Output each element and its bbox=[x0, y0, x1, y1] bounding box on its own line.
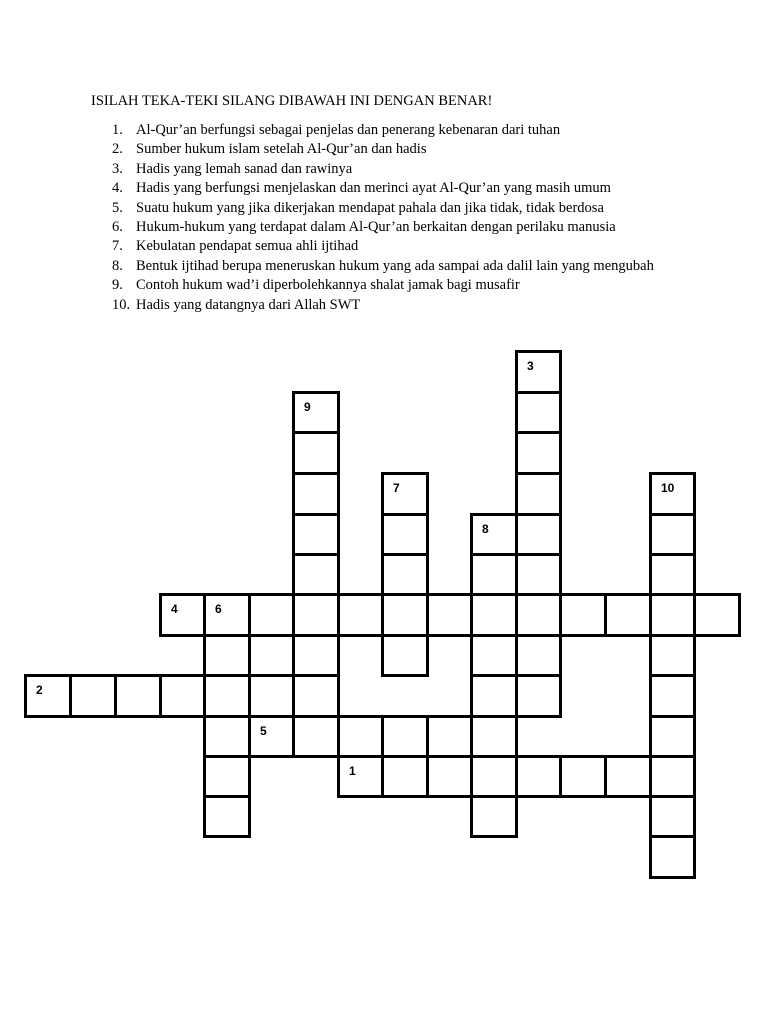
crossword-cell[interactable] bbox=[203, 795, 251, 838]
crossword-cell[interactable] bbox=[693, 593, 741, 637]
crossword-cell[interactable] bbox=[381, 755, 429, 798]
worksheet-title: ISILAH TEKA-TEKI SILANG DIBAWAH INI DENGAN BENAR! bbox=[91, 93, 493, 109]
crossword-cell-7[interactable] bbox=[381, 472, 429, 516]
clue-number: 6. bbox=[112, 218, 123, 235]
clue-text: Kebulatan pendapat semua ahli ijtihad bbox=[136, 238, 359, 255]
crossword-cell-5[interactable] bbox=[248, 715, 295, 758]
clue-number-label: 10 bbox=[661, 481, 675, 495]
clue-number-label: 7 bbox=[393, 481, 400, 495]
crossword-cell[interactable] bbox=[649, 513, 696, 556]
crossword-cell[interactable] bbox=[515, 553, 562, 596]
crossword-cell[interactable] bbox=[337, 715, 384, 758]
crossword-cell[interactable] bbox=[292, 513, 340, 556]
crossword-cell[interactable] bbox=[203, 674, 251, 718]
clue-number-label: 5 bbox=[260, 724, 267, 738]
clue-text: Bentuk ijtihad berupa meneruskan hukum yang ada sampai ada dalil lain yang mengubah bbox=[136, 257, 654, 274]
crossword-cell[interactable] bbox=[426, 715, 473, 758]
crossword-cell[interactable] bbox=[381, 553, 429, 596]
crossword-cell[interactable] bbox=[203, 755, 251, 798]
crossword-cell[interactable] bbox=[515, 593, 562, 637]
crossword-cell[interactable] bbox=[114, 674, 162, 718]
clue-text: Contoh hukum wad’i diperbolehkannya shalat jamak bagi musafir bbox=[136, 277, 520, 294]
crossword-cell[interactable] bbox=[470, 755, 518, 798]
crossword-cell-3[interactable] bbox=[515, 350, 562, 394]
clue-text: Sumber hukum islam setelah Al-Qur’an dan hadis bbox=[136, 141, 427, 158]
clue-number-label: 2 bbox=[36, 683, 43, 697]
clue-number: 7. bbox=[112, 238, 123, 255]
crossword-cell[interactable] bbox=[337, 593, 384, 637]
crossword-cell[interactable] bbox=[69, 674, 117, 718]
crossword-cell[interactable] bbox=[426, 755, 473, 798]
crossword-cell[interactable] bbox=[426, 593, 473, 637]
crossword-cell-6[interactable] bbox=[203, 593, 251, 637]
clue-text: Suatu hukum yang jika dikerjakan mendapat pahala dan jika tidak, tidak berdosa bbox=[136, 199, 604, 216]
clue-number: 3. bbox=[112, 160, 123, 177]
crossword-cell[interactable] bbox=[559, 755, 607, 798]
crossword-cell[interactable] bbox=[203, 634, 251, 677]
crossword-cell[interactable] bbox=[381, 513, 429, 556]
clue-text: Hadis yang berfungsi menjelaskan dan merinci ayat Al-Qur’an yang masih umum bbox=[136, 180, 611, 197]
crossword-cell[interactable] bbox=[248, 634, 295, 677]
clue-text: Hadis yang datangnya dari Allah SWT bbox=[136, 296, 361, 313]
crossword-cell[interactable] bbox=[515, 674, 562, 718]
crossword-cell[interactable] bbox=[559, 593, 607, 637]
clue-number-label: 4 bbox=[171, 602, 178, 616]
clue-text: Hukum-hukum yang terdapat dalam Al-Qur’an berkaitan dengan perilaku manusia bbox=[136, 218, 616, 235]
crossword-cell[interactable] bbox=[515, 431, 562, 476]
clue-text: Al-Qur’an berfungsi sebagai penjelas dan penerang kebenaran dari tuhan bbox=[136, 122, 561, 138]
crossword-cell[interactable] bbox=[515, 391, 562, 435]
crossword-cell[interactable] bbox=[292, 431, 340, 476]
crossword-cell[interactable] bbox=[649, 634, 696, 677]
crossword-cell[interactable] bbox=[292, 472, 340, 516]
crossword-cell-2[interactable] bbox=[24, 674, 72, 718]
clue-number: 1. bbox=[112, 122, 123, 138]
clue-number: 9. bbox=[112, 277, 123, 294]
clue-number-label: 1 bbox=[349, 764, 356, 778]
clue-number-label: 8 bbox=[482, 522, 489, 536]
crossword-cell[interactable] bbox=[649, 674, 696, 718]
crossword-cell[interactable] bbox=[470, 553, 518, 596]
crossword-cell[interactable] bbox=[470, 674, 518, 718]
crossword-cell[interactable] bbox=[292, 674, 340, 718]
crossword-cell[interactable] bbox=[292, 715, 340, 758]
crossword-cell[interactable] bbox=[604, 593, 652, 637]
crossword-cell[interactable] bbox=[292, 593, 340, 637]
crossword-cell[interactable] bbox=[515, 513, 562, 556]
crossword-cell[interactable] bbox=[203, 715, 251, 758]
crossword-cell[interactable] bbox=[515, 634, 562, 677]
crossword-cell-4[interactable] bbox=[159, 593, 206, 637]
crossword-cell[interactable] bbox=[470, 795, 518, 838]
crossword-cell[interactable] bbox=[470, 593, 518, 637]
crossword-cell[interactable] bbox=[515, 755, 562, 798]
crossword-cell[interactable] bbox=[515, 472, 562, 516]
crossword-cell[interactable] bbox=[470, 634, 518, 677]
clue-text: Hadis yang lemah sanad dan rawinya bbox=[136, 160, 353, 177]
crossword-cell[interactable] bbox=[248, 593, 295, 637]
crossword-cell[interactable] bbox=[604, 755, 652, 798]
clue-number: 5. bbox=[112, 199, 123, 216]
crossword-cell[interactable] bbox=[649, 593, 696, 637]
crossword-cell-9[interactable] bbox=[292, 391, 340, 435]
crossword-cell[interactable] bbox=[248, 674, 295, 718]
crossword-cell[interactable] bbox=[159, 674, 206, 718]
crossword-cell[interactable] bbox=[649, 835, 696, 879]
crossword-cell-8[interactable] bbox=[470, 513, 518, 556]
crossword-cell[interactable] bbox=[381, 715, 429, 758]
crossword-cell[interactable] bbox=[292, 634, 340, 677]
crossword-cell[interactable] bbox=[649, 553, 696, 596]
crossword-cell[interactable] bbox=[381, 634, 429, 677]
crossword-cell-10[interactable] bbox=[649, 472, 696, 516]
clue-number: 10. bbox=[112, 296, 131, 313]
crossword-cell[interactable] bbox=[649, 795, 696, 838]
crossword-cell[interactable] bbox=[292, 553, 340, 596]
crossword-cell-1[interactable] bbox=[337, 755, 384, 798]
clue-number: 8. bbox=[112, 257, 123, 274]
crossword-cell[interactable] bbox=[381, 593, 429, 637]
clue-number-label: 3 bbox=[527, 359, 534, 373]
crossword-cell[interactable] bbox=[649, 755, 696, 798]
crossword-cell[interactable] bbox=[470, 715, 518, 758]
clue-number: 4. bbox=[112, 180, 123, 197]
clue-number-label: 9 bbox=[304, 400, 311, 414]
clue-number: 2. bbox=[112, 141, 123, 158]
clue-number-label: 6 bbox=[215, 602, 222, 616]
crossword-cell[interactable] bbox=[649, 715, 696, 758]
